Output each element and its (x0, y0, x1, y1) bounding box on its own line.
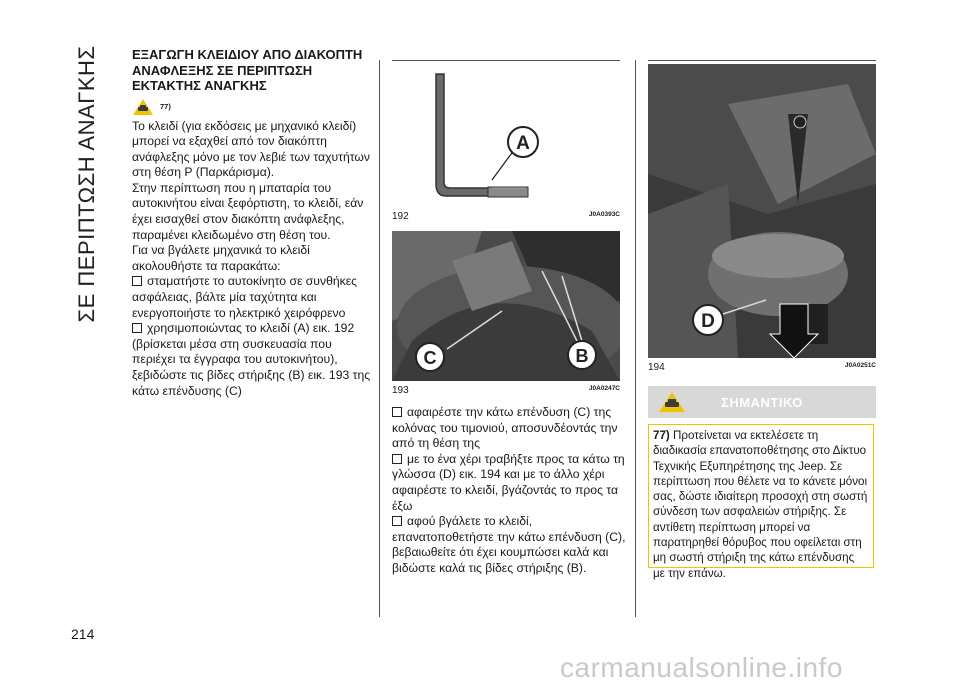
figure-caption (392, 385, 620, 396)
notice-heading-bar (648, 386, 876, 418)
notice-heading: ΣΗΜΑΝΤΙΚΟ (721, 394, 803, 410)
figure-top-rule (392, 60, 620, 61)
callout-label-b: B (575, 346, 589, 366)
notice-text: Προτείνεται να εκτελέσετε τη διαδικασία επανατοποθέτησης στο Δίκτυο Τεχνικής Εξυπηρέτησης της Jeep. Σε περίπτωση που θέλετε να το κάνετε μόνοι σας, δώστε ιδιαίτερη προσοχή στη σωστή σύνδεση των ασφαλειών στήριξης. Σε αντίθετη περίπτωση μπορεί να παρατηρηθεί θόρυβος που οφείλεται στη μη σωστή στήριξη της κάτω επένδυσης με την επάνω. (653, 429, 868, 580)
step-item: σταματήστε το αυτοκίνητο σε συνθήκες ασφάλειας, βάλτε μία ταχύτητα και ενεργοποιήστε το ηλεκτρικό χειρόφρενο (132, 274, 358, 320)
figure-194-ignition-tab (648, 64, 876, 358)
text-column-1 (132, 47, 372, 399)
section-title: ΕΞΑΓΩΓΗ ΚΛΕΙΔΙΟΥ ΑΠΟ ΔΙΑΚΟΠΤΗ ΑΝΑΦΛΕΞΗΣ ΣΕ ΠΕΡΙΠΤΩΣΗ ΕΚΤΑΚΤΗΣ ΑΝΑΓΚΗΣ (132, 47, 363, 93)
checkbox-bullet-icon (392, 454, 402, 464)
figure-caption (392, 211, 620, 222)
figure-code: J0A0393C (588, 211, 620, 218)
checkbox-bullet-icon (392, 407, 402, 417)
column-divider (635, 60, 636, 617)
warning-ref-number: 77) (160, 101, 171, 111)
figure-number: 193 (392, 385, 409, 396)
figure-number: 192 (392, 211, 409, 222)
checkbox-bullet-icon (392, 516, 402, 526)
side-section-title: ΣΕ ΠΕΡΙΠΤΩΣΗ ΑΝΑΓΚΗΣ (74, 45, 99, 323)
paragraph: Για να βγάλετε μηχανικά το κλειδί ακολουθήστε τα παρακάτω: (132, 243, 310, 273)
step-item: με το ένα χέρι τραβήξτε προς τα κάτω τη γλώσσα (D) εικ. 194 και με το άλλο χέρι αφαιρέστε το κλειδί, βγάζοντάς το προς τα έξω (392, 451, 625, 513)
callout-label-d: D (701, 311, 715, 332)
paragraph: Το κλειδί (για εκδόσεις με μηχανικό κλειδί) μπορεί να εξαχθεί από τον διακόπτη ανάφλεξης μόνο με τον λεβιέ των ταχυτήτων στη θέση P (Παρκάρισμα). (132, 118, 370, 180)
checkbox-bullet-icon (132, 323, 142, 333)
figure-top-rule (648, 60, 876, 61)
callout-label-a: A (516, 133, 530, 154)
paragraph: Στην περίπτωση που η μπαταρία του αυτοκινήτου είναι ξεφόρτιστη, το κλειδί, εάν έχει εισαχθεί στον διακόπτη ανάφλεξης, παραμένει κλειδωμένο στη θέση του. (132, 180, 364, 242)
step-item: χρησιμοποιώντας το κλειδί (A) εικ. 192 (βρίσκεται μέσα στη συσκευασία που περιέχει τα έγγραφα του αυτοκινήτου), ξεβιδώστε τις βίδες στήριξης (B) εικ. 193 της κάτω επένδυσης (C) (132, 321, 371, 398)
figure-number: 194 (648, 362, 665, 373)
figure-192-key (392, 64, 620, 206)
page-number: 214 (71, 626, 95, 642)
figure-193-steering-column (392, 231, 620, 381)
warning-reference (132, 98, 372, 116)
step-item: αφαιρέστε την κάτω επένδυση (C) της κολόνας του τιμονιού, αποσυνδέοντάς την από τη θέση της (392, 405, 618, 451)
figure-code: J0A0251C (844, 362, 876, 369)
figure-caption (648, 362, 876, 373)
checkbox-bullet-icon (132, 276, 142, 286)
car-warning-icon (132, 98, 154, 116)
callout-label-c: C (423, 348, 437, 368)
step-item: αφού βγάλετε το κλειδί, επανατοποθετήστε την κάτω επένδυση (C), βεβαιωθείτε ότι έχει κουμπώσει καλά και βιδώστε καλά τις βίδες στήριξης (B). (392, 514, 626, 575)
figure-code: J0A0247C (588, 385, 620, 392)
column-divider (379, 60, 380, 617)
text-column-2 (392, 405, 628, 577)
notice-number: 77) (653, 429, 670, 442)
watermark: carmanualsonline.info (560, 652, 843, 683)
notice-box (648, 424, 874, 580)
